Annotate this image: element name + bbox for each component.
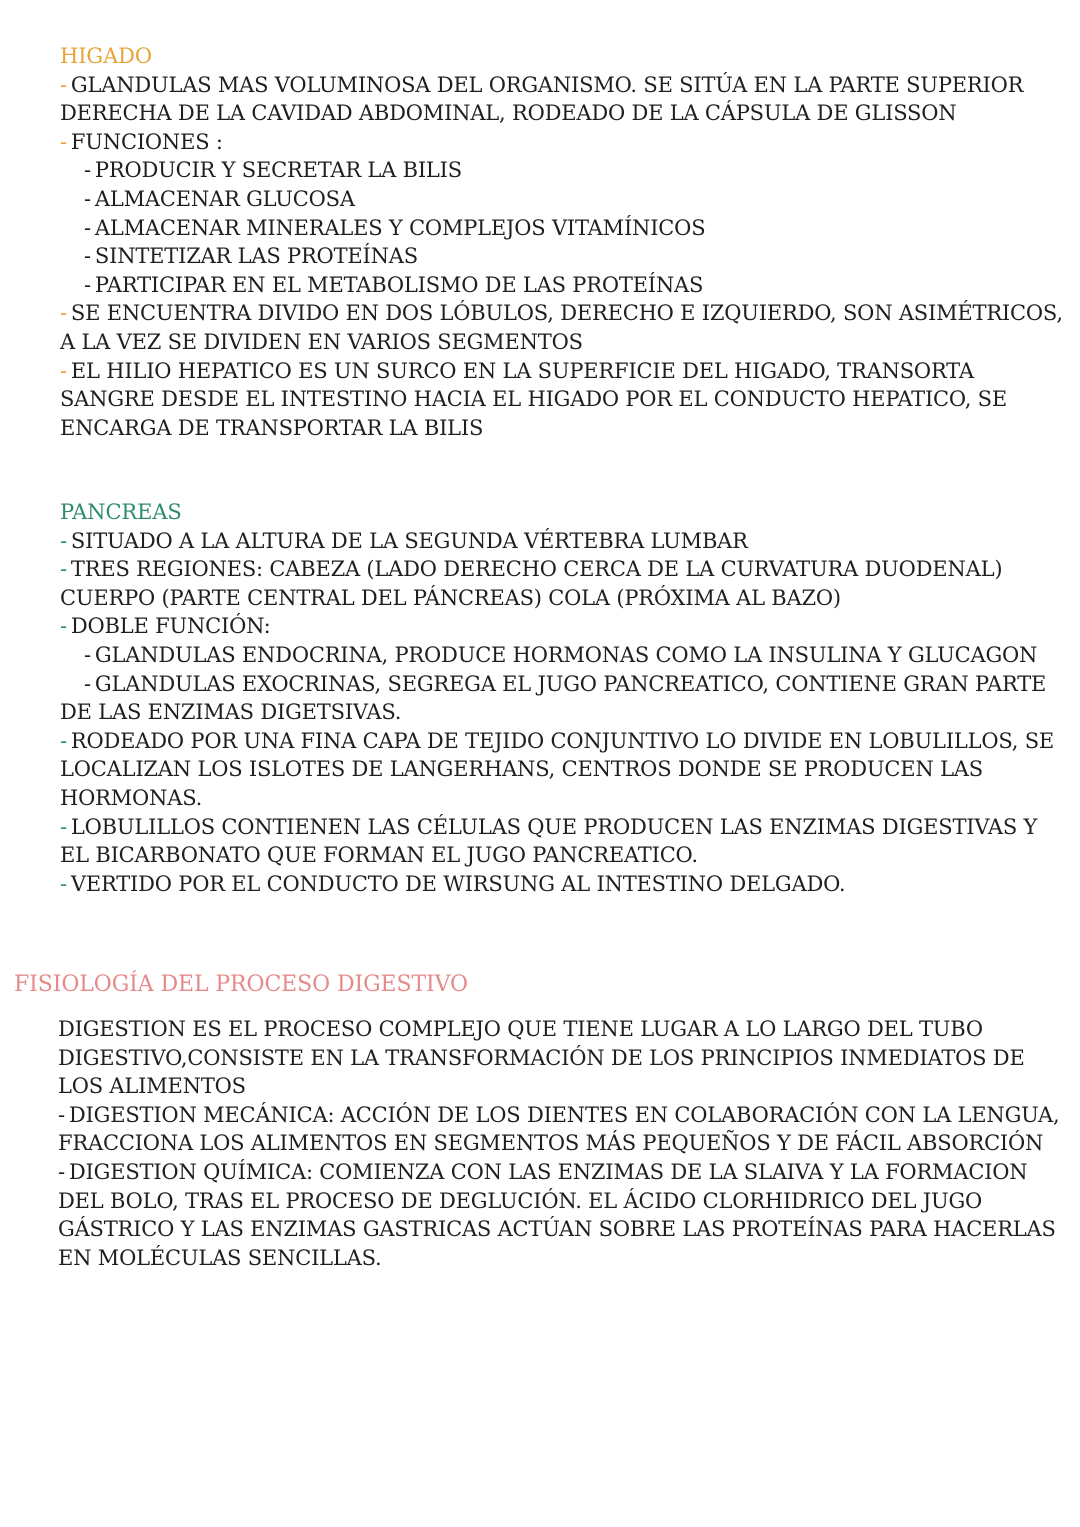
section-title-pancreas: PANCREAS bbox=[60, 500, 182, 524]
higado-funcion-item: - PARTICIPAR EN EL METABOLISMO DE LAS PROTEÍNAS bbox=[84, 272, 704, 297]
pancreas-paragraph-2: - TRES REGIONES: CABEZA (LADO DERECHO CERCA DE LA CURVATURA DUODENAL) CUERPO (PARTE CENTRAL DEL PÁNCREAS) COLA (PRÓXIMA AL BAZO) bbox=[60, 557, 1003, 610]
section-fisiologia bbox=[58, 1015, 1063, 1272]
higado-funcion-item: - ALMACENAR MINERALES Y COMPLEJOS VITAMÍNICOS bbox=[84, 215, 706, 240]
section-pancreas bbox=[60, 498, 1065, 898]
higado-funciones-label: - FUNCIONES : bbox=[60, 129, 223, 154]
higado-funcion-item: - SINTETIZAR LAS PROTEÍNAS bbox=[84, 244, 418, 269]
pancreas-paragraph-5: - VERTIDO POR EL CONDUCTO DE WIRSUNG AL INTESTINO DELGADO. bbox=[60, 871, 846, 896]
pancreas-paragraph-1: - SITUADO A LA ALTURA DE LA SEGUNDA VÉRTEBRA LUMBAR bbox=[60, 528, 748, 553]
pancreas-doble-label: - DOBLE FUNCIÓN: bbox=[60, 614, 271, 639]
pancreas-doble-item: - GLANDULAS ENDOCRINA, PRODUCE HORMONAS COMO LA INSULINA Y GLUCAGON bbox=[84, 642, 1038, 667]
higado-paragraph-3: - EL HILIO HEPATICO ES UN SURCO EN LA SUPERFICIE DEL HIGADO, TRANSORTA SANGRE DESDE EL INTESTINO HACIA EL HIGADO POR EL CONDUCTO HEPATICO, SE ENCARGA DE TRANSPORTAR LA BILIS bbox=[60, 358, 1007, 440]
fisiologia-intro: DIGESTION ES EL PROCESO COMPLEJO QUE TIENE LUGAR A LO LARGO DEL TUBO DIGESTIVO,CONSISTE EN LA TRANSFORMACIÓN DE LOS PRINCIPIOS INMEDIATOS DE LOS ALIMENTOS bbox=[58, 1017, 1025, 1099]
fisiologia-mecanica: - DIGESTION MECÁNICA: ACCIÓN DE LOS DIENTES EN COLABORACIÓN CON LA LENGUA, FRACCIONA LOS ALIMENTOS EN SEGMENTOS MÁS PEQUEÑOS Y DE FÁCIL ABSORCIÓN bbox=[58, 1102, 1060, 1156]
section-title-fisiologia: FISIOLOGÍA DEL PROCESO DIGESTIVO bbox=[14, 972, 468, 997]
higado-paragraph-1: - GLANDULAS MAS VOLUMINOSA DEL ORGANISMO. SE SITÚA EN LA PARTE SUPERIOR DERECHA DE LA CAVIDAD ABDOMINAL, RODEADO DE LA CÁPSULA DE GLISSON bbox=[60, 72, 1024, 126]
section-title-higado: HIGADO bbox=[60, 44, 153, 68]
pancreas-doble-item: - GLANDULAS EXOCRINAS, SEGREGA EL JUGO PANCREATICO, CONTIENE GRAN PARTE DE LAS ENZIMAS DIGETSIVAS. bbox=[60, 671, 1047, 725]
pancreas-paragraph-4: - LOBULILLOS CONTIENEN LAS CÉLULAS QUE PRODUCEN LAS ENZIMAS DIGESTIVAS Y EL BICARBONATO QUE FORMAN EL JUGO PANCREATICO. bbox=[60, 814, 1038, 868]
section-higado bbox=[60, 42, 1065, 442]
higado-funcion-item: - PRODUCIR Y SECRETAR LA BILIS bbox=[84, 158, 462, 183]
fisiologia-quimica: - DIGESTION QUÍMICA: COMIENZA CON LAS ENZIMAS DE LA SLAIVA Y LA FORMACION DEL BOLO, TRAS EL PROCESO DE DEGLUCIÓN. EL ÁCIDO CLORHIDRICO DEL JUGO GÁSTRICO Y LAS ENZIMAS GASTRICAS ACTÚAN SOBRE LAS PROTEÍNAS PARA HACERLAS EN MOLÉCULAS SENCILLAS. bbox=[58, 1159, 1056, 1270]
pancreas-paragraph-3: - RODEADO POR UNA FINA CAPA DE TEJIDO CONJUNTIVO LO DIVIDE EN LOBULILLOS, SE LOCALIZAN LOS ISLOTES DE LANGERHANS, CENTROS DONDE SE PRODUCEN LAS HORMONAS. bbox=[60, 728, 1055, 810]
higado-funcion-item: - ALMACENAR GLUCOSA bbox=[84, 186, 355, 211]
higado-paragraph-2: - SE ENCUENTRA DIVIDO EN DOS LÓBULOS, DERECHO E IZQUIERDO, SON ASIMÉTRICOS, A LA VEZ SE DIVIDEN EN VARIOS SEGMENTOS bbox=[60, 301, 1063, 354]
